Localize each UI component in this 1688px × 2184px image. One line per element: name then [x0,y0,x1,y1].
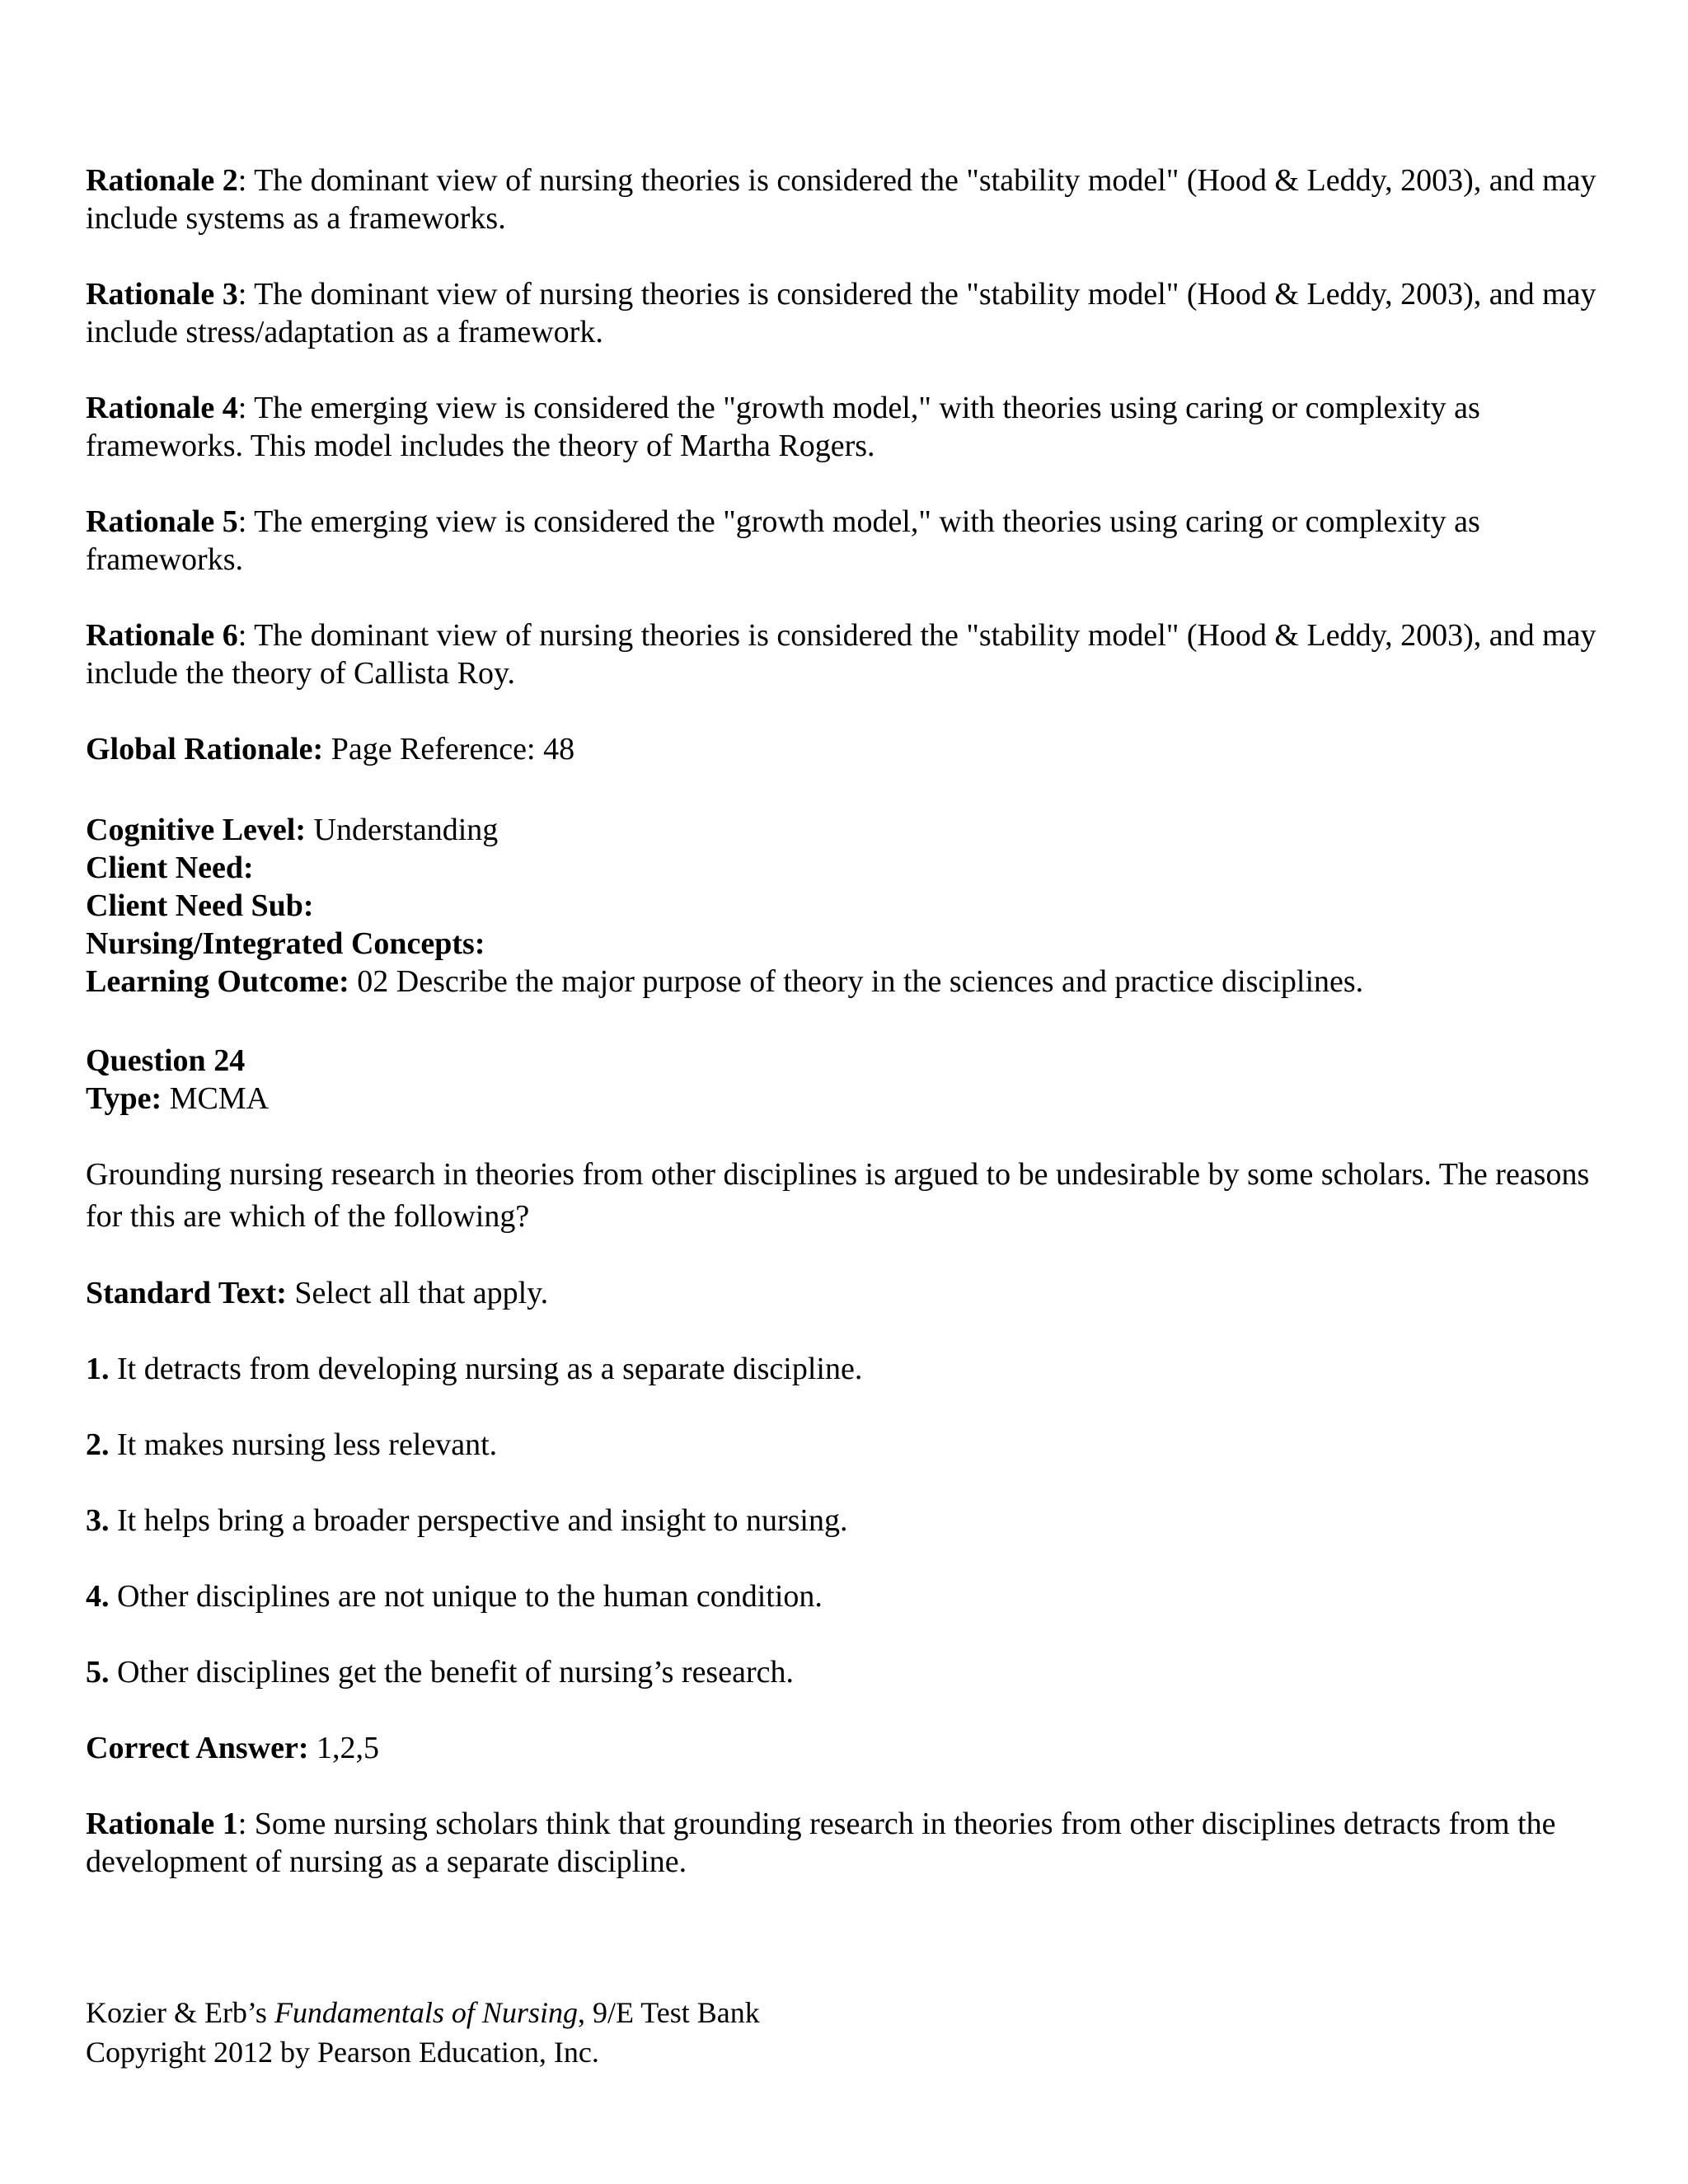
meta-block [86,811,1611,1001]
option-text: It detracts from developing nursing as a separate discipline. [109,1352,863,1386]
answer-option-4 [86,1577,1611,1615]
answer-option-1 [86,1350,1611,1388]
rationale-label: Rationale 4 [86,391,238,425]
rationale-1 [86,1805,1611,1881]
client-need-sub [86,887,1611,925]
global-rationale [86,730,1611,768]
question-type-value: MCMA [162,1081,270,1116]
option-number: 1. [86,1352,110,1386]
rationale-3 [86,275,1611,351]
cognitive-level [86,811,1611,849]
rationale-4 [86,389,1611,465]
answer-option-2 [86,1426,1611,1464]
footer-book-title [86,1993,760,2032]
question-stem: Grounding nursing research in theories from other disciplines is argued to be undesirable by some scholars. The reasons for this are which of the following? [86,1157,1590,1234]
footer-prefix: Kozier & Erb’s [86,1996,274,2029]
rationale-text: : The emerging view is considered the "growth model," with theories using caring or complexity as frameworks. [86,504,1480,577]
integrated-concepts [86,925,1611,963]
client-need-sub-label: Client Need Sub: [86,888,314,923]
correct-answer [86,1729,1611,1767]
cognitive-level-value: Understanding [306,813,499,847]
option-text: It makes nursing less relevant. [109,1427,498,1462]
answer-option-3 [86,1502,1611,1540]
client-need-label: Client Need: [86,851,254,885]
option-number: 2. [86,1427,110,1462]
answer-option-5 [86,1653,1611,1691]
standard-text-value: Select all that apply. [286,1276,549,1310]
learning-outcome-value: 02 Describe the major purpose of theory in the sciences and practice disciplines. [349,964,1364,999]
correct-answer-label: Correct Answer: [86,1731,309,1765]
standard-text-label: Standard Text: [86,1276,287,1310]
option-text: It helps bring a broader perspective and insight to nursing. [109,1503,848,1538]
rationale-text: : The dominant view of nursing theories is considered the "stability model" (Hood & Leddy, 2003), and may include stress/adaptation as a framework. [86,277,1597,349]
question-type-label: Type: [86,1081,162,1116]
rationale-label: Rationale 3 [86,277,238,312]
client-need [86,849,1611,887]
global-rationale-label: Global Rationale: [86,732,324,766]
option-number: 3. [86,1503,110,1538]
integrated-concepts-label: Nursing/Integrated Concepts: [86,926,485,961]
page-footer [86,1993,760,2072]
option-text: Other disciplines get the benefit of nursing’s research. [109,1655,794,1690]
question-header [86,1042,1611,1118]
rationale-6 [86,616,1611,692]
learning-outcome [86,963,1611,1001]
rationale-label: Rationale 2 [86,163,238,198]
correct-answer-value: 1,2,5 [308,1731,379,1765]
option-number: 5. [86,1655,110,1690]
footer-copyright: Copyright 2012 by Pearson Education, Inc. [86,2036,599,2069]
page-content [86,162,1611,1881]
rationale-label: Rationale 5 [86,504,238,539]
footer-title: Fundamentals of Nursing [274,1996,578,2029]
global-rationale-value: Page Reference: 48 [323,732,575,766]
rationale-5 [86,503,1611,579]
rationale-label: Rationale 6 [86,618,238,653]
cognitive-level-label: Cognitive Level: [86,813,307,847]
standard-text [86,1274,1611,1312]
footer-suffix: , 9/E Test Bank [577,1996,760,2029]
rationale-text: : The dominant view of nursing theories is considered the "stability model" (Hood & Leddy, 2003), and may include the theory of Callista Roy. [86,618,1597,691]
rationale-text: : Some nursing scholars think that grounding research in theories from other disciplines detracts from the development of nursing as a separate discipline. [86,1807,1556,1879]
question-type [86,1080,1611,1118]
option-text: Other disciplines are not unique to the human condition. [109,1579,823,1614]
option-number: 4. [86,1579,110,1614]
rationale-text: : The emerging view is considered the "growth model," with theories using caring or complexity as frameworks. This model includes the theory of Martha Rogers. [86,391,1480,463]
rationale-2 [86,162,1611,237]
rationale-label: Rationale 1 [86,1807,238,1841]
question-title: Question 24 [86,1043,246,1078]
learning-outcome-label: Learning Outcome: [86,964,349,999]
rationale-text: : The dominant view of nursing theories is considered the "stability model" (Hood & Leddy, 2003), and may include systems as a frameworks. [86,163,1597,236]
